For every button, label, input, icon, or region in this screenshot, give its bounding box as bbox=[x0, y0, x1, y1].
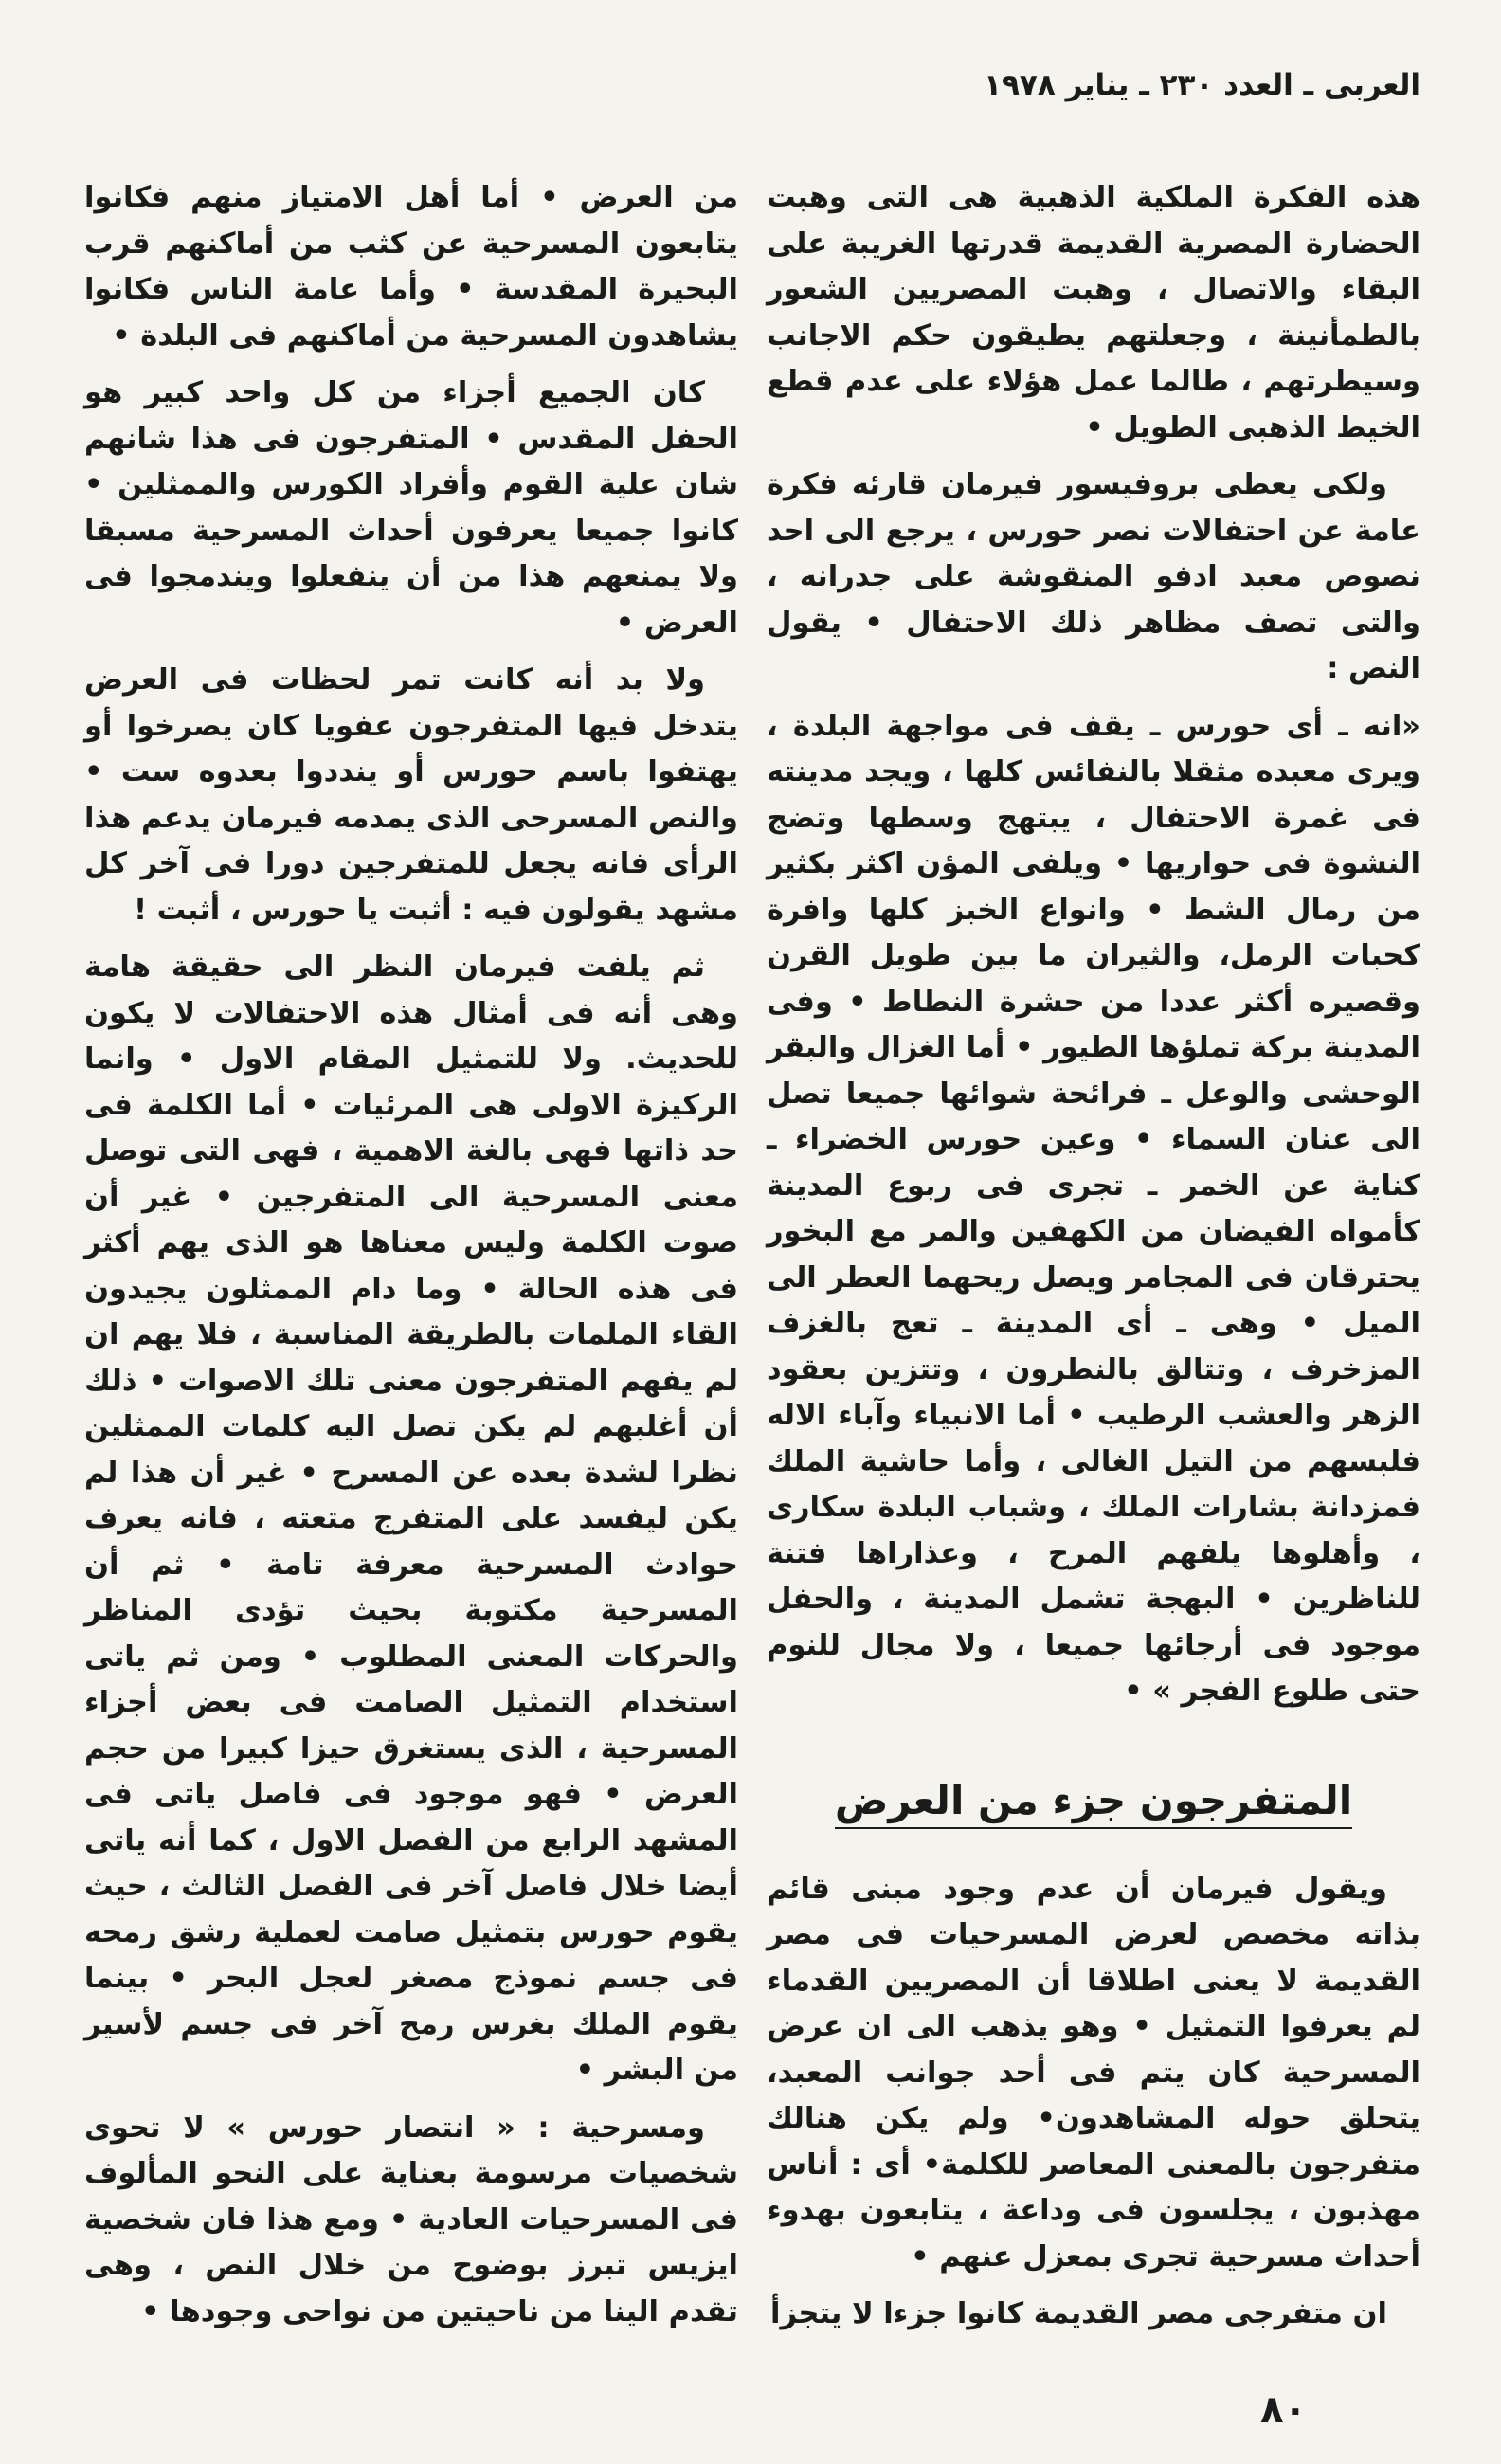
section-heading-text: المتفرجون جزء من العرض bbox=[835, 1777, 1352, 1829]
section-heading bbox=[767, 1772, 1420, 1829]
quoted-text-paragraph: «انه ـ أى حورس ـ يقف فى مواجهة البلدة ، ويرى معبده مثقلا بالنفائس كلها ، ويجد مدينته فى غمرة الاحتفال ، يبتهج وسطها وتضج النشوة فى حواريها • ويلفى المؤن اكثر بكثير من رمال الشط • وانواع الخبز كلها وافرة كحبات الرمل، والثيران ما بين طويل القرن وقصيره أكثر عددا من حشرة النطاط • وفى المدينة بركة تملؤها الطيور • أما الغزال والبقر الوحشى والوعل ـ فرائحة شوائها جميعا تصل الى عنان السماء • وعين حورس الخضراء ـ كناية عن الخمر ـ تجرى فى ربوع المدينة كأمواه الفيضان من الكهفين والمر مع البخور يحترقان فى المجامر ويصل ريحهما العطر الى الميل • وهى ـ أى المدينة ـ تعج بالغزف المزخرف ، وتتالق بالنطرون ، وتتزين بعقود الزهر والعشب الرطيب • أما الانبياء وآباء الاله فلبسهم من التيل الغالى ، وأما حاشية الملك فمزدانة بشارات الملك ، وشباب البلدة سكارى ، وأهلوها يلفهم المرح ، وعذاراها فتنة للناظرين • البهجة تشمل المدينة ، والحفل موجود فى أرجائها جميعا ، ولا مجال للنوم حتى طلوع الفجر » • bbox=[767, 709, 1420, 1708]
paragraph: ثم يلفت فيرمان النظر الى حقيقة هامة وهى أنه فى أمثال هذه الاحتفالات لا يكون للحديث. ولا للتمثيل المقام الاول • وانما الركيزة الاولى هى المرئيات • أما الكلمة فى حد ذاتها فهى بالغة الاهمية ، فهى التى توصل معنى المسرحية الى المتفرجين • غير أن صوت الكلمة وليس معناها هو الذى يهم أكثر فى هذه الحالة • وما دام الممثلون يجيدون القاء الملمات بالطريقة المناسبة ، فلا يهم ان لم يفهم المتفرجون معنى تلك الاصوات • ذلك أن أغلبهم لم يكن تصل اليه كلمات الممثلين نظرا لشدة بعده عن المسرح • غير أن هذا لم يكن ليفسد على المتفرج متعته ، فانه يعرف حوادث المسرحية معرفة تامة • ثم أن المسرحية مكتوبة بحيث تؤدى المناظر والحركات المعنى المطلوب • ومن ثم ياتى استخدام التمثيل الصامت فى بعض أجزاء المسرحية ، الذى يستغرق حيزا كبيرا من حجم العرض • فهو موجود فى فاصل ياتى فى المشهد الرابع من الفصل الاول ، كما أنه ياتى أيضا خلال فاصل آخر فى الفصل الثالث ، حيث يقوم حورس بتمثيل صامت لعملية رشق رمحه فى جسم نموذج مصغر لعجل البحر • بينما يقوم الملك بغرس رمح آخر فى جسم لأسير من البشر • bbox=[84, 951, 738, 2087]
paragraph: من العرض • أما أهل الامتياز منهم فكانوا يتابعون المسرحية عن كثب من أماكنهم قرب البحيرة المقدسة • وأما عامة الناس فكانوا يشاهدون المسرحية من أماكنهم فى البلدة • bbox=[84, 181, 738, 353]
running-head: العربى ـ العدد ٢٣٠ ـ يناير ١٩٧٨ bbox=[984, 68, 1420, 102]
paragraph: كان الجميع أجزاء من كل واحد كبير هو الحفل المقدس • المتفرجون فى هذا شانهم شان علية القوم وأفراد الكورس والممثلين • كانوا جميعا يعرفون أحداث المسرحية مسبقا ولا يمنعهم هذا من أن ينفعلوا ويندمجوا فى العرض • bbox=[84, 376, 738, 640]
paragraph: ولكى يعطى بروفيسور فيرمان قارئه فكرة عامة عن احتفالات نصر حورس ، يرجع الى احد نصوص معبد ادفو المنقوشة على جدرانه ، والتى تصف مظاهر ذلك الاحتفال • يقول النص : bbox=[767, 468, 1420, 685]
paragraph: ان متفرجى مصر القديمة كانوا جزءا لا يتجزأ bbox=[770, 2297, 1387, 2330]
page-number: ٨٠ bbox=[1260, 2388, 1307, 2432]
paragraph: ولا بد أنه كانت تمر لحظات فى العرض يتدخل فيها المتفرجون عفويا كان يصرخوا أو يهتفوا باسم حورس أو ينددوا بعدوه ست • والنص المسرحى الذى يمدمه فيرمان يدعم هذا الرأى فانه يجعل للمتفرجين دورا فى آخر كل مشهد يقولون فيه : أثبت يا حورس ، أثبت ! bbox=[84, 663, 738, 927]
paragraph: ومسرحية : « انتصار حورس » لا تحوى شخصيات مرسومة بعناية على النحو المألوف فى المسرحيات العادية • ومع هذا فان شخصية ايزيس تبرز بوضوح من خلال النص ، وهى تقدم الينا من ناحيتين من نواحى وجودها • bbox=[84, 2111, 738, 2328]
left-column bbox=[84, 175, 738, 2346]
right-column bbox=[767, 175, 1420, 2349]
paragraph: ويقول فيرمان أن عدم وجود مبنى قائم بذاته مخصص لعرض المسرحيات فى مصر القديمة لا يعنى اطلاقا أن المصريين القدماء لم يعرفوا التمثيل • وهو يذهب الى ان عرض المسرحية كان يتم فى أحد جوانب المعبد، يتحلق حوله المشاهدون• ولم يكن هنالك متفرجون بالمعنى المعاصر للكلمة• أى : أناس مهذبون ، يجلسون فى وداعة ، يتابعون بهدوء أحداث مسرحية تجرى بمعزل عنهم • bbox=[767, 1872, 1420, 2274]
paragraph: هذه الفكرة الملكية الذهبية هى التى وهبت الحضارة المصرية القديمة قدرتها الغريبة على البقاء والاتصال ، وهبت المصريين الشعور بالطمأنينة ، وجعلتهم يطيقون حكم الاجانب وسيطرتهم ، طالما عمل هؤلاء على عدم قطع الخيط الذهبى الطويل • bbox=[767, 181, 1420, 444]
